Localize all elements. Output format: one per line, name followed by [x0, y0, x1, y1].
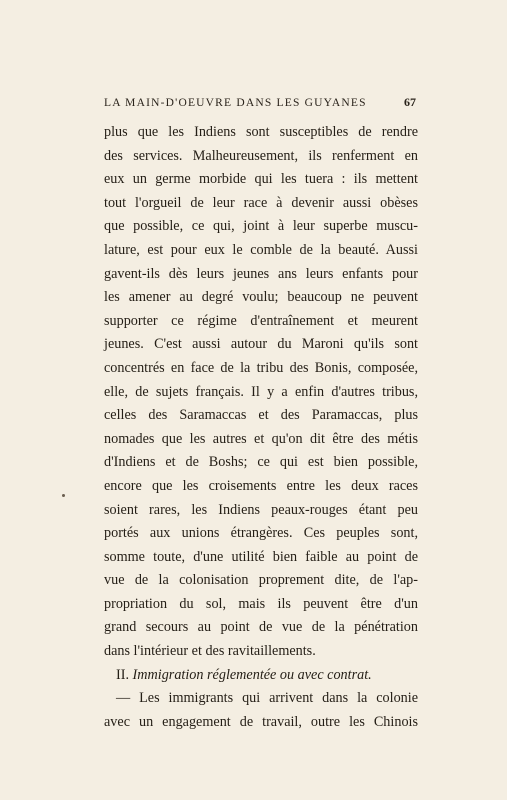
text-line: encore que les croisements entre les deux races [104, 477, 418, 494]
text-line: eux un germe morbide qui les tuera : ils mettent [104, 171, 418, 188]
text-line: avec un engagement de travail, outre les Chinois [104, 713, 418, 730]
section-number: II. [116, 666, 129, 683]
text-line: supporter ce régime d'entraînement et meurent [104, 312, 418, 329]
text-line: celles des Saramaccas et des Paramaccas, plus [104, 407, 418, 424]
text-line: lature, est pour eux le comble de la beauté. Aussi [104, 241, 418, 258]
text-line: soient rares, les Indiens peaux-rouges étant peu [104, 501, 418, 518]
text-line: concentrés en face de la tribu des Bonis, composée, [104, 359, 418, 376]
text-line: tout l'orgueil de leur race à devenir aussi obèses [104, 194, 418, 211]
page-number: 67 [404, 95, 416, 109]
text-line: elle, de sujets français. Il y a enfin d'autres tribus, [104, 383, 418, 400]
text-line: les amener au degré voulu; beaucoup ne peuvent [104, 289, 418, 306]
body-text [104, 121, 418, 734]
text-line: vue de la colonisation proprement dite, de l'ap- [104, 572, 418, 589]
text-line: d'Indiens et de Boshs; ce qui est bien possible, [104, 454, 418, 471]
text-line: que possible, ce qui, joint à leur superbe muscu- [104, 218, 418, 235]
section-title: Immigration réglementée ou avec contrat. [132, 666, 372, 683]
text-line: des services. Malheureusement, ils renferment en [104, 147, 418, 164]
margin-speck [62, 494, 65, 497]
text-line: somme toute, d'une utilité bien faible au point de [104, 548, 418, 565]
running-header [104, 95, 416, 110]
running-title: LA MAIN-D'OEUVRE DANS LES GUYANES [104, 97, 367, 109]
text-line: — Les immigrants qui arrivent dans la colonie [116, 690, 418, 707]
text-line: propriation du sol, mais ils peuvent être d'un [104, 595, 418, 612]
text-line: dans l'intérieur et des ravitaillements. [104, 643, 316, 660]
section-heading [104, 664, 418, 688]
text-line: gavent-ils dès leurs jeunes ans leurs enfants pour [104, 265, 418, 282]
text-line: portés aux unions étrangères. Ces peuples sont, [104, 525, 418, 542]
text-line: nomades que les autres et qu'on dit être des métis [104, 430, 418, 447]
text-line: grand secours au point de vue de la pénétration [104, 619, 418, 636]
text-line: jeunes. C'est aussi autour du Maroni qu'ils sont [104, 336, 418, 353]
text-line: plus que les Indiens sont susceptibles de rendre [104, 124, 418, 140]
